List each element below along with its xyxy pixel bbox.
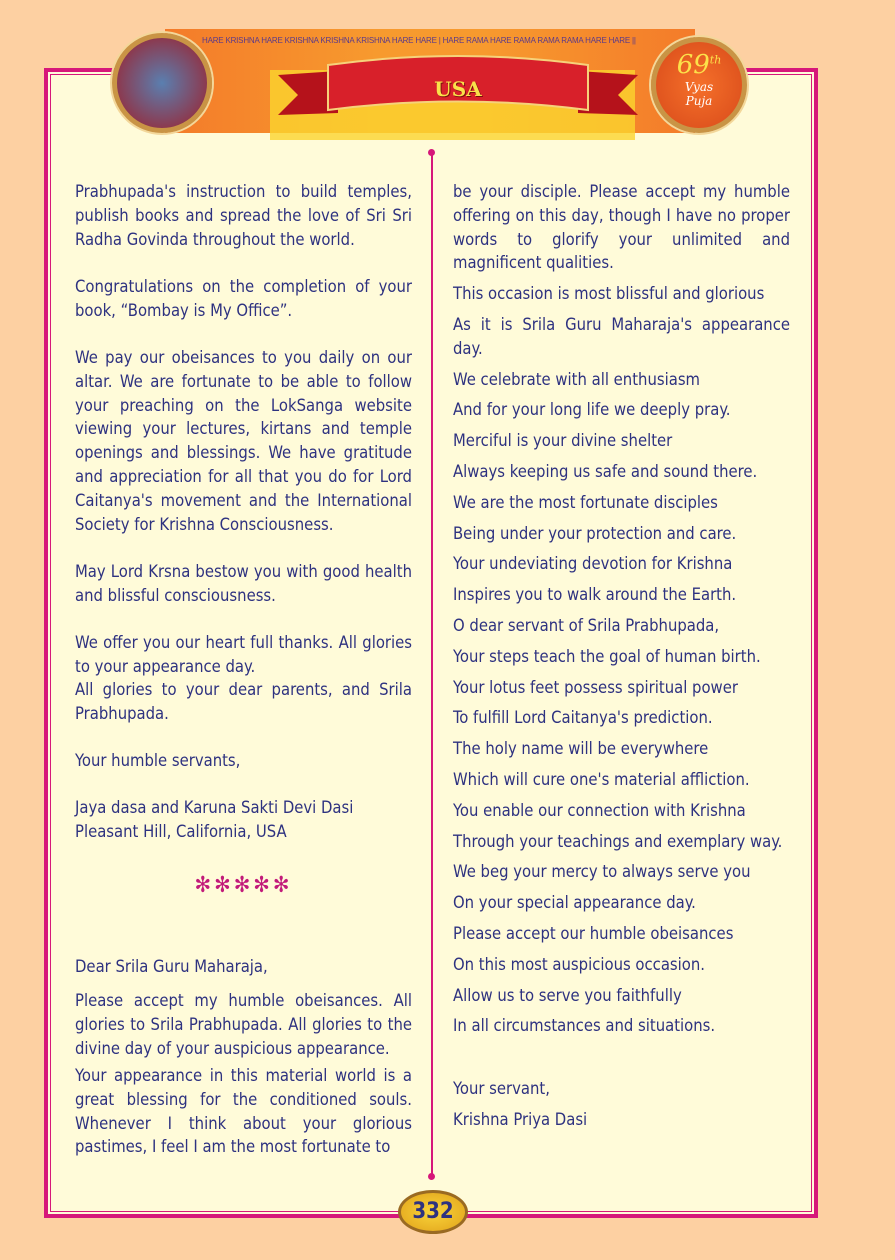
vyas-puja-badge	[651, 37, 747, 133]
poem-line: We celebrate with all enthusiasm	[453, 369, 701, 389]
poem-line: Always keeping us safe and sound there.	[453, 461, 758, 481]
paragraph: Your appearance in this material world is a great blessing for the conditioned souls. Whenever I think about your glorious pastimes, I feel I am the most fortunate to	[75, 1066, 412, 1157]
column-divider	[431, 152, 433, 1177]
poem-line: Your steps teach the goal of human birth.	[453, 646, 761, 666]
poem-line: We beg your mercy to always serve you	[453, 862, 751, 882]
poem-line: Please accept our humble obeisances	[453, 923, 734, 943]
salutation: Dear Srila Guru Maharaja,	[75, 957, 268, 976]
deity-medallion	[112, 33, 212, 133]
title-ribbon	[268, 55, 648, 123]
divider-dot-bottom	[428, 1173, 435, 1180]
poem-line: We are the most fortunate disciples	[453, 492, 718, 512]
paragraph: be your disciple. Please accept my humble offering on this day, though I have no proper words to glorify your unlimited and magnificent qualities.	[453, 182, 790, 273]
poem-line: O dear servant of Srila Prabhupada,	[453, 615, 720, 635]
poem-line: To fulfill Lord Caitanya's prediction.	[453, 708, 713, 728]
signature: Krishna Priya Dasi	[453, 1109, 588, 1129]
poem-line: The holy name will be everywhere	[453, 739, 709, 759]
page-title: USA	[434, 77, 482, 101]
badge-number: 69	[676, 50, 710, 80]
poem-line: Merciful is your divine shelter	[453, 431, 673, 451]
poem-line: You enable our connection with Krishna	[453, 800, 746, 820]
signatory-location: Pleasant Hill, California, USA	[75, 822, 287, 841]
poem-line: Your undeviating devotion for Krishna	[453, 554, 733, 574]
paragraph: Your humble servants,	[75, 751, 241, 770]
poem-line: And for your long life we deeply pray.	[453, 400, 731, 420]
paragraph: Please accept my humble obeisances. All glories to Srila Prabhupada. All glories to the divine day of your auspicious appearance.	[75, 991, 412, 1058]
paragraph: We pay our obeisances to you daily on our altar. We are fortunate to be able to follow your preaching on the LokSanga website viewing your lectures, kirtans and temple openings and blessings. We have gratitude and appreciation for all that you do for Lord Caitanya's movement and the International Society for Krishna Consciousness.	[75, 348, 412, 534]
divider-dot-top	[428, 149, 435, 156]
signatory-names: Jaya dasa and Karuna Sakti Devi Dasi	[75, 798, 354, 817]
badge-line1: Vyas	[684, 80, 714, 94]
poem-line: In all circumstances and situations.	[453, 1016, 716, 1036]
mantra-text: HARE KRISHNA HARE KRISHNA KRISHNA KRISHNA HARE HARE | HARE RAMA HARE RAMA RAMA RAMA HARE HARE ||	[202, 36, 636, 45]
poem-line: This occasion is most blissful and glorious	[453, 284, 765, 304]
poem-line: Through your teachings and exemplary way.	[453, 831, 783, 851]
poem-line: Allow us to serve you faithfully	[453, 985, 682, 1005]
poem-line: As it is Srila Guru Maharaja's appearance day.	[453, 314, 790, 358]
section-separator: ✻✻✻✻✻	[194, 873, 293, 898]
poem-line: Your lotus feet possess spiritual power	[453, 677, 738, 697]
poem-line: On this most auspicious occasion.	[453, 954, 705, 974]
poem-line: On your special appearance day.	[453, 893, 696, 913]
page-number: 332	[398, 1190, 468, 1234]
paragraph: All glories to your dear parents, and Srila Prabhupada.	[75, 680, 412, 723]
poem-line: Being under your protection and care.	[453, 523, 737, 543]
poem	[453, 282, 790, 1038]
badge-suffix: th	[709, 53, 722, 67]
paragraph: We offer you our heart full thanks. All glories to your appearance day.	[75, 633, 412, 676]
paragraph: Congratulations on the completion of your book, “Bombay is My Office”.	[75, 277, 412, 320]
right-column	[453, 180, 790, 1132]
paragraph: Prabhupada's instruction to build temples, publish books and spread the love of Sri Sri Radha Govinda throughout the world.	[75, 182, 412, 249]
poem-line: Which will cure one's material affliction.	[453, 769, 750, 789]
badge-line2: Puja	[685, 94, 713, 108]
closing: Your servant,	[453, 1079, 550, 1099]
paragraph: May Lord Krsna bestow you with good health and blissful consciousness.	[75, 562, 412, 605]
poem-line: Inspires you to walk around the Earth.	[453, 585, 737, 605]
